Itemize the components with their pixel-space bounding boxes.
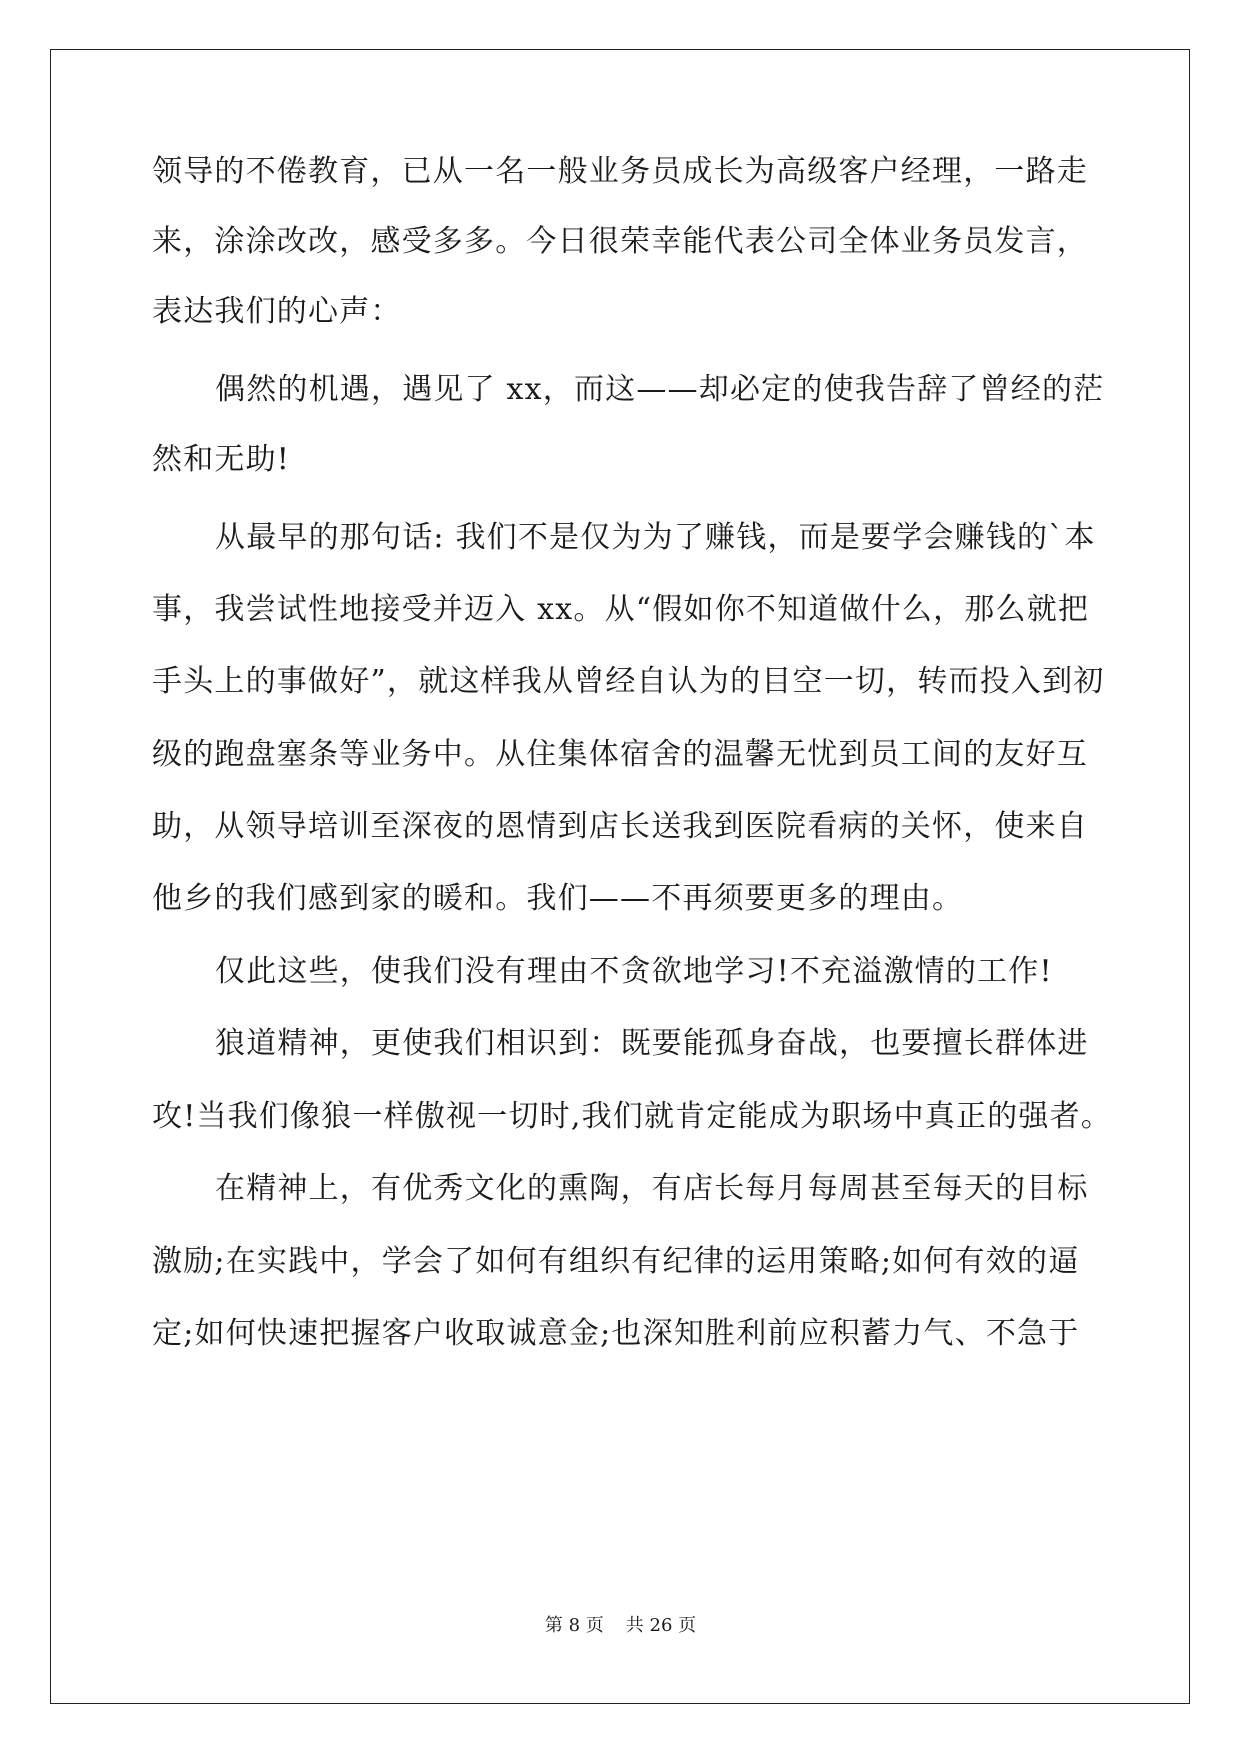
page-number-current: 第 8 页: [544, 1615, 604, 1636]
text-line: 偶然的机遇，遇见了 xx，而这——却必定的使我告辞了曾经的茫: [215, 372, 1105, 407]
text-line: 表达我们的心声：: [152, 294, 402, 329]
text-line: 来，涂涂改改，感受多多。今日很荣幸能代表公司全体业务员发言，: [152, 224, 1088, 259]
text-line: 攻!当我们像狼一样傲视一切时,我们就肯定能成为职场中真正的强者。: [152, 1099, 1112, 1134]
page-number-total: 共 26 页: [625, 1615, 697, 1636]
text-line: 定;如何快速把握客户收取诚意金;也深知胜利前应积蓄力气、不急于: [152, 1316, 1080, 1351]
text-line: 从最早的那句话: 我们不是仅为为了赚钱，而是要学会赚钱的`本: [215, 520, 1096, 555]
text-line: 狼道精神，更使我们相识到：既要能孤身奋战，也要擅长群体进: [215, 1026, 1089, 1061]
text-line: 手头上的事做好”，就这样我从曾经自认为的目空一切，转而投入到初: [152, 664, 1105, 699]
text-line: 然和无助!: [152, 442, 291, 477]
page-footer: [0, 1614, 1241, 1638]
text-line: 激励;在实践中，学会了如何有组织有纪律的运用策略;如何有效的逼: [152, 1244, 1080, 1279]
text-line: 在精神上，有优秀文化的熏陶，有店长每月每周甚至每天的目标: [215, 1171, 1089, 1206]
text-line: 事，我尝试性地接受并迈入 xx。从“假如你不知道做什么，那么就把: [152, 592, 1090, 627]
text-line: 他乡的我们感到家的暖和。我们——不再须要更多的理由。: [152, 881, 964, 916]
text-line: 级的跑盘塞条等业务中。从住集体宿舍的温馨无忧到员工间的友好互: [152, 737, 1088, 772]
text-line: 助，从领导培训至深夜的恩情到店长送我到医院看病的关怀，使来自: [152, 809, 1088, 844]
text-line: 仅此这些，使我们没有理由不贪欲地学习!不充溢激情的工作!: [215, 954, 1053, 989]
text-line: 领导的不倦教育，已从一名一般业务员成长为高级客户经理，一路走: [152, 154, 1088, 189]
